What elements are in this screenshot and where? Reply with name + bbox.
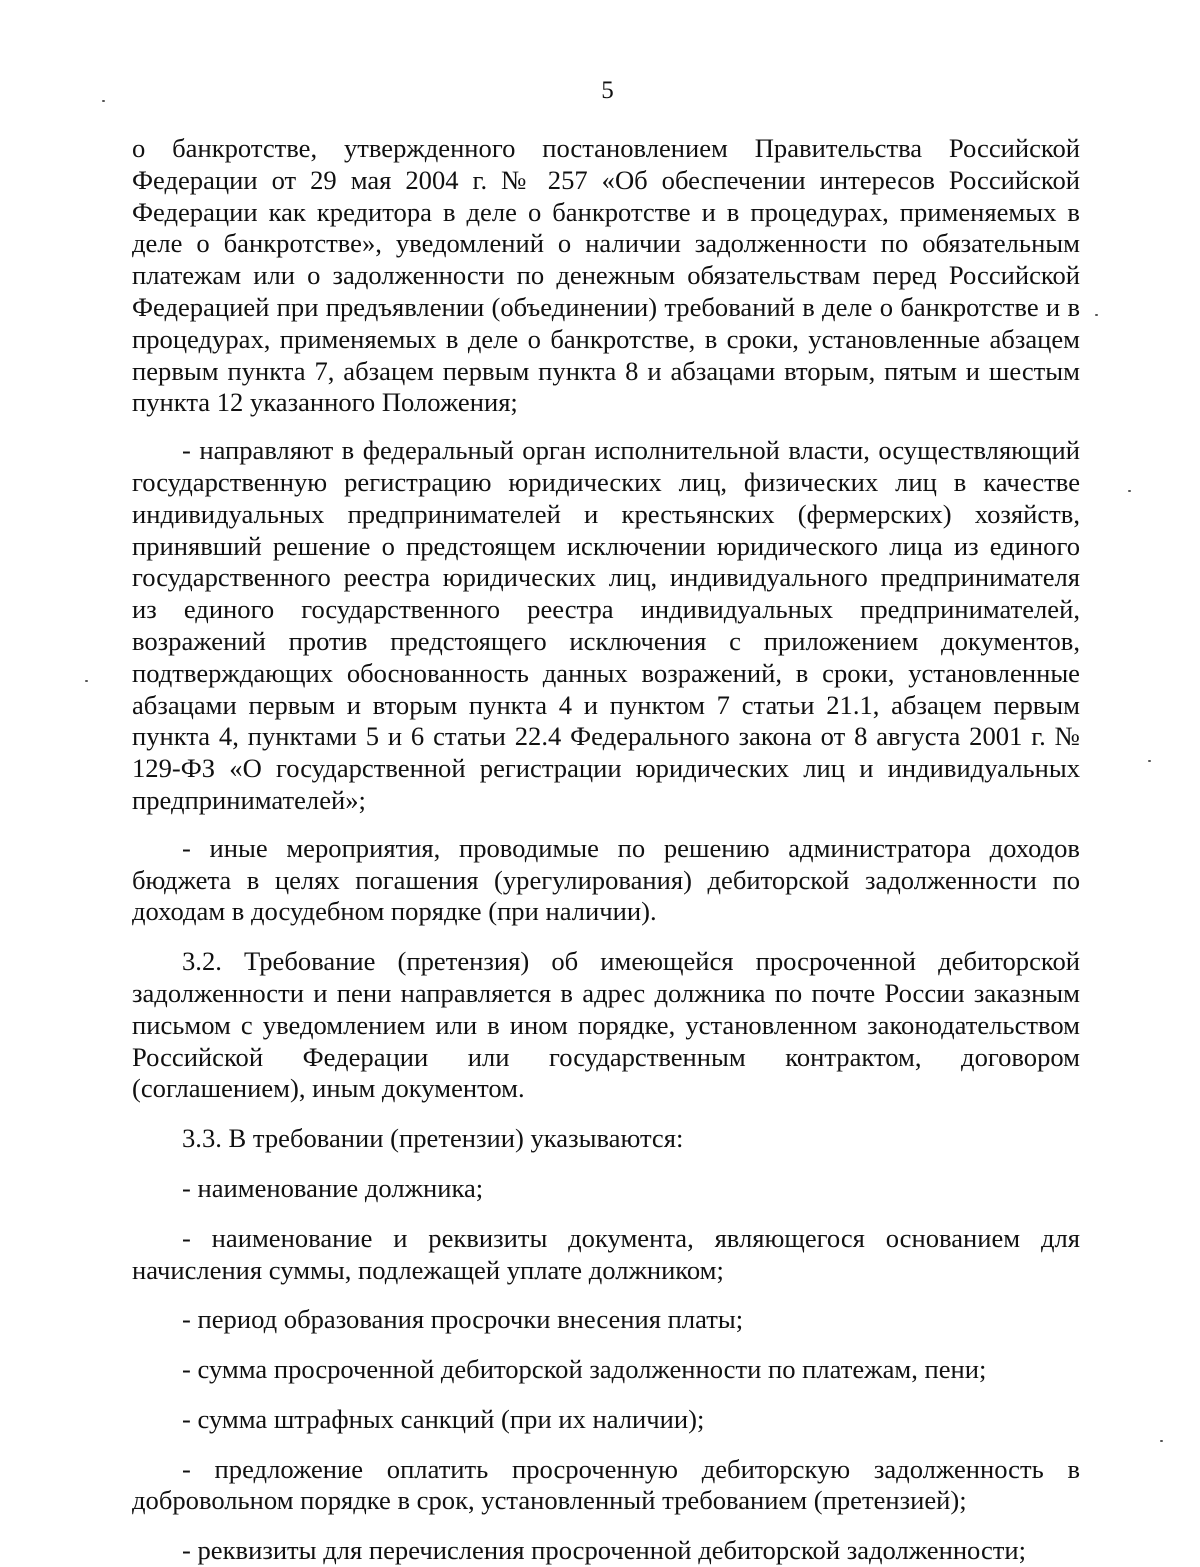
list-item-penalties: - сумма штрафных санкций (при их наличии); [182,1403,705,1434]
list-item-document-details: - наименование и реквизиты документа, являющегося основанием для начисления суммы, подлежащей уплате должником; [132,1222,1080,1285]
list-item-debtor-name: - наименование должника; [182,1172,484,1203]
scan-speck [1128,490,1131,492]
document-body [132,133,1080,1567]
list-item-overdue-period: - период образования просрочки внесения платы; [182,1304,744,1335]
paragraph-3-3: 3.3. В требовании (претензии) указываются: [182,1123,684,1154]
scan-speck [85,680,88,682]
paragraph-objections: - направляют в федеральный орган исполнительной власти, осуществляющий государственную регистрацию юридических лиц, физических лиц в качестве индивидуальных предпринимателей и крестьянских (фермерских) хозяйств, принявший решение о предстоящем исключении юридического лица из единого государственного реестра юридических лиц, индивидуального предпринимателя из единого государственного реестра индивидуальных предпринимателей, возражений против предстоящего исключения с приложением документов, подтверждающих обоснованность данных возражений, в сроки, установленные абзацами первым и вторым пункта 4 и пунктом 7 статьи 21.1, абзацем первым пункта 4, пунктами 5 и 6 статьи 22.4 Федерального закона от 8 августа 2001 г. № 129-ФЗ «О государственной регистрации юридических лиц и индивидуальных предпринимателей»; [132,435,1080,815]
page-number: 5 [601,77,614,104]
scan-speck [102,100,105,102]
list-item-overdue-amount: - сумма просроченной дебиторской задолженности по платежам, пени; [182,1354,987,1385]
scan-speck [1095,314,1098,316]
paragraph-other-measures: - иные мероприятия, проводимые по решению администратора доходов бюджета в целях погашения (урегулирования) дебиторской задолженности по доходам в досудебном порядке (при наличии). [132,832,1080,927]
list-item-voluntary-payment: - предложение оплатить просроченную дебиторскую задолженность в добровольном порядке в срок, установленный требованием (претензией); [132,1453,1080,1516]
list-item-payment-details: - реквизиты для перечисления просроченной дебиторской задолженности; [182,1535,1027,1566]
paragraph-3-2: 3.2. Требование (претензия) об имеющейся просроченной дебиторской задолженности и пени направляется в адрес должника по почте России заказным письмом с уведомлением или в ином порядке, установленном законодательством Российской Федерации или государственным контрактом, договором (соглашением), иным документом. [132,946,1080,1104]
scan-speck [1148,760,1151,762]
paragraph-continuation: о банкротстве, утвержденного постановлением Правительства Российской Федерации от 29 мая 2004 г. № 257 «Об обеспечении интересов Российской Федерации как кредитора в деле о банкротстве и в процедурах, применяемых в деле о банкротстве», уведомлений о наличии задолженности по обязательным платежам или о задолженности по денежным обязательствам перед Российской Федерацией при предъявлении (объединении) требований в деле о банкротстве и в процедурах, применяемых в деле о банкротстве, в сроки, установленные абзацем первым пункта 7, абзацем первым пункта 8 и абзацами вторым, пятым и шестым пункта 12 указанного Положения; [132,133,1080,418]
scan-speck [1160,1440,1163,1442]
